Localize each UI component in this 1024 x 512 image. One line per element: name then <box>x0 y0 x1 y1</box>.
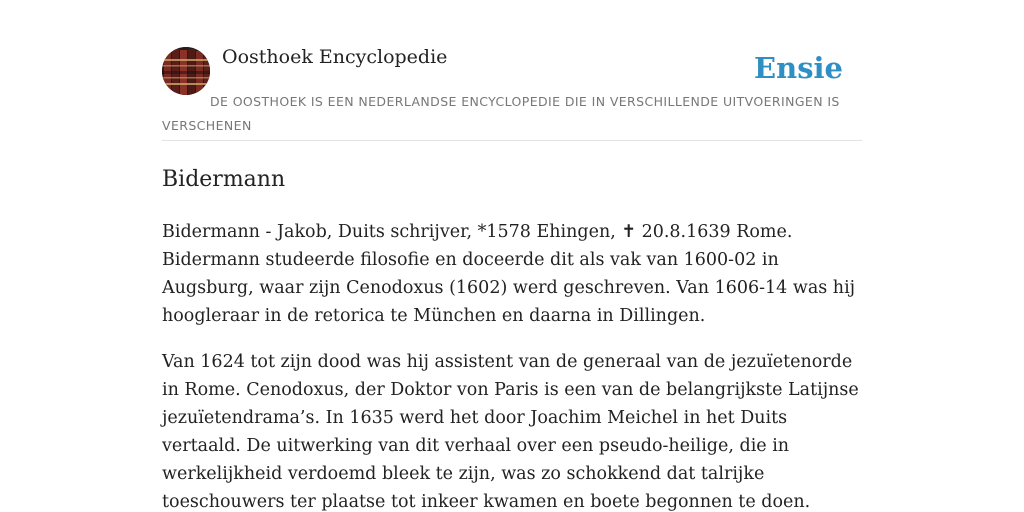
brand-logo-link[interactable]: Ensie <box>754 51 843 85</box>
header <box>162 0 862 141</box>
encyclopedia-books-avatar-icon <box>162 47 210 95</box>
article-title: Bidermann <box>162 167 286 192</box>
site-tagline: DE OOSTHOEK IS EEN NEDERLANDSE ENCYCLOPEDIE DIE IN VERSCHILLENDE UITVOERINGEN IS VERSCHENEN <box>162 94 840 133</box>
site-name-link[interactable]: Oosthoek Encyclopedie <box>222 46 448 68</box>
article-paragraph: Van 1624 tot zijn dood was hij assistent van de generaal van de jezuïetenorde in Rome. Cenodoxus, der Doktor von Paris is een van de belangrijkste Latijnse jezuïetendrama’s. In 1635 werd het door Joachim Meichel in het Duits vertaald. De uitwerking van dit verhaal over een pseudo-heilige, die in werkelijkheid verdoemd bleek te zijn, was zo schokkend dat talrijke toeschouwers ter plaatse tot inkeer kwamen en boete begonnen te doen. <box>162 352 859 512</box>
article-paragraph: Bidermann - Jakob, Duits schrijver, *1578 Ehingen, ✝ 20.8.1639 Rome. Bidermann studeerde filosofie en doceerde dit als vak van 1600-02 in Augsburg, waar zijn Cenodoxus (1602) werd geschreven. Van 1606-14 was hij hoogleraar in de retorica te München en daarna in Dillingen. <box>162 222 856 326</box>
page <box>162 0 862 512</box>
avatar[interactable] <box>162 47 210 95</box>
